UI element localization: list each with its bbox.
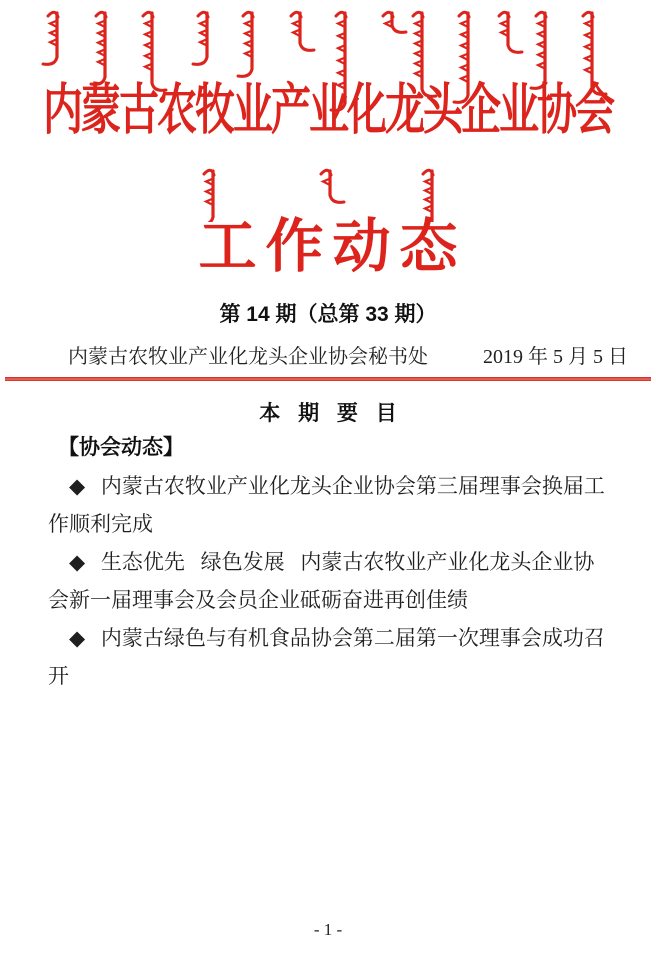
publisher-row [68, 340, 628, 369]
divider-rule [5, 377, 651, 381]
publisher-name: 内蒙古农牧业产业化龙头企业协会秘书处 [68, 346, 428, 368]
toc-item-line: 开 [48, 664, 69, 688]
toc-item-line: ◆ 内蒙古绿色与有机食品协会第二届第一次理事会成功召 [69, 626, 605, 650]
toc-item-line: 作顺利完成 [48, 512, 153, 536]
toc-list [48, 429, 608, 695]
page-number: - 1 - [313, 920, 343, 939]
bulletin-title: 工作动态 [198, 214, 467, 279]
toc-title: 本 期 要 目 [259, 402, 403, 425]
issue-number: 第 14 期（总第 33 期） [219, 303, 437, 326]
toc-item-line: 会新一届理事会及会员企业砥砺奋进再创佳绩 [48, 588, 468, 612]
publish-date: 2019 年 5 月 5 日 [483, 346, 628, 368]
toc-section-heading: 【协会动态】 [58, 436, 184, 459]
toc-item-line: ◆ 生态优先 绿色发展 内蒙古农牧业产业化龙头企业协 [69, 550, 595, 574]
toc-item-line: ◆ 内蒙古农牧业产业化龙头企业协会第三届理事会换届工 [69, 474, 605, 498]
association-name-title: 内蒙古农牧业产业化龙头企业协会 [43, 78, 613, 142]
